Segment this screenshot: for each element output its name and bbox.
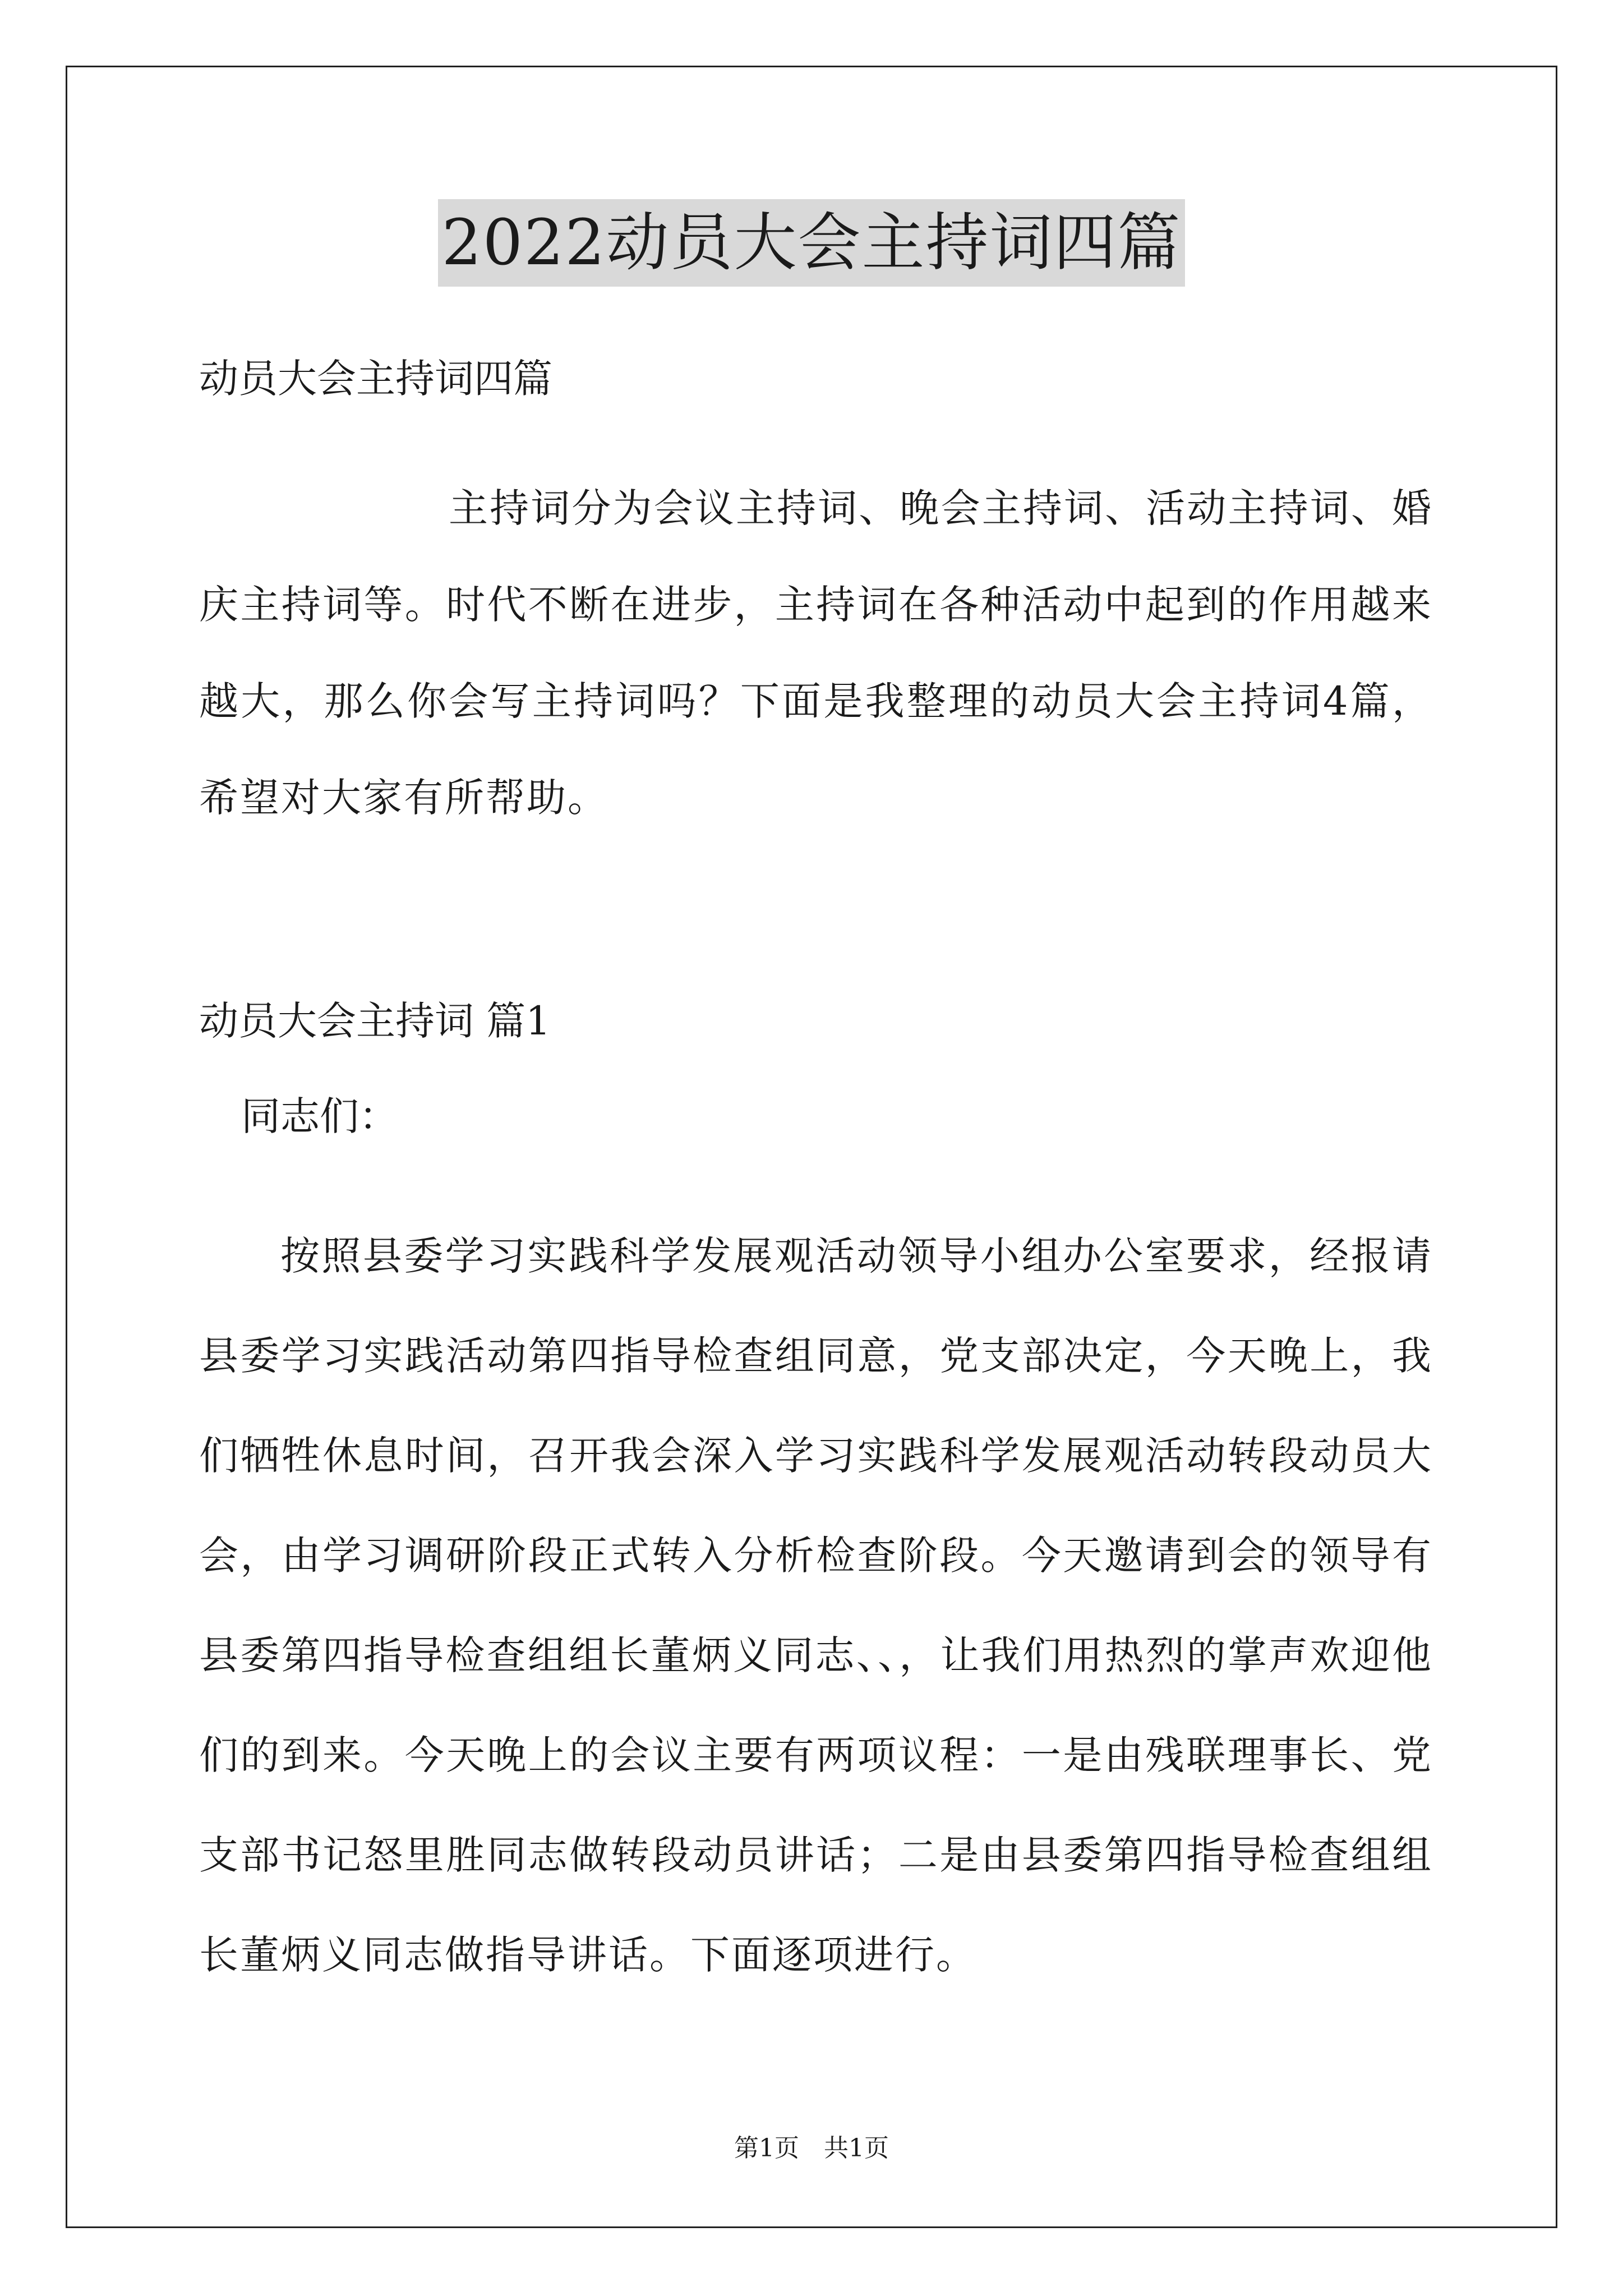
document-title: 2022动员大会主持词四篇 xyxy=(438,199,1184,287)
intro-paragraph: 主持词分为会议主持词、晚会主持词、活动主持词、婚庆主持词等。时代不断在进步，主持词在各种活动中起到的作用越来越大，那么你会写主持词吗？下面是我整理的动员大会主持词4篇，希望对大家有所帮助。 xyxy=(199,485,1433,821)
section-heading: 动员大会主持词 篇1 xyxy=(199,998,551,1044)
page-footer: 第1页 共1页 xyxy=(734,2134,889,2162)
document-subtitle: 动员大会主持词四篇 xyxy=(199,356,552,402)
salutation: 同志们： xyxy=(241,1093,398,1139)
title-container xyxy=(0,199,1623,287)
body-paragraph: 按照县委学习实践科学发展观活动领导小组办公室要求，经报请县委学习实践活动第四指导检查组同意，党支部决定，今天晚上，我们牺牲休息时间，召开我会深入学习实践科学发展观活动转段动员大会，由学习调研阶段正式转入分析检查阶段。今天邀请到会的领导有县委第四指导检查组组长董炳义同志、、，让我们用热烈的掌声欢迎他们的到来。今天晚上的会议主要有两项议程：一是由残联理事长、党支部书记怒里胜同志做转段动员讲话；二是由县委第四指导检查组组长董炳义同志做指导讲话。下面逐项进行。 xyxy=(199,1233,1433,1978)
